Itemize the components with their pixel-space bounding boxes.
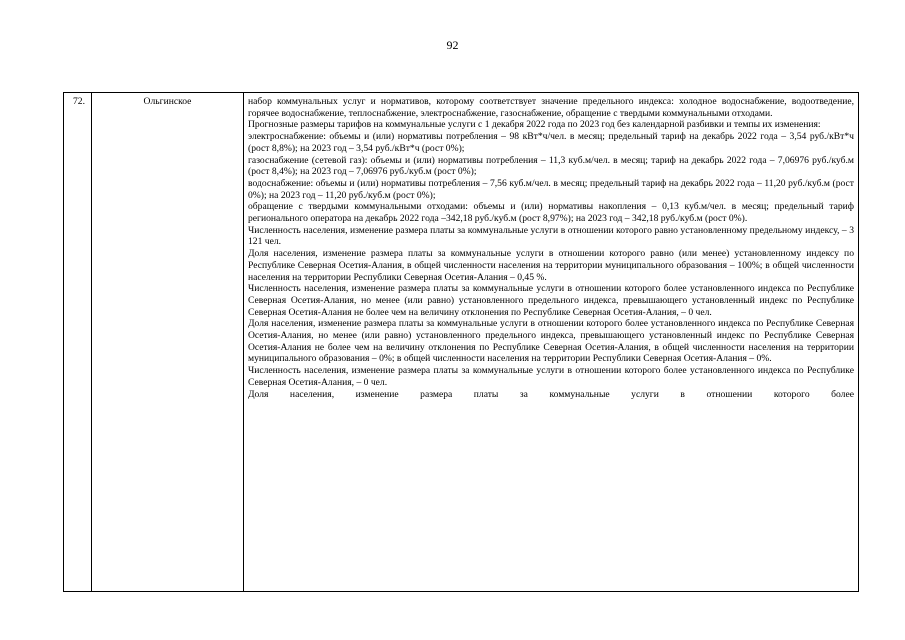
paragraph: водоснабжение: объемы и (или) нормативы потребления – 7,56 куб.м/чел. в месяц; предельный тариф на декабрь 2022 года – 11,20 руб./куб.м (рост 0%); на 2023 год – 11,20 руб./куб.м (рост 0%);	[248, 177, 854, 201]
page-number: 92	[446, 38, 459, 52]
municipality-name: Ольгинское	[92, 93, 244, 592]
paragraph: электроснабжение: объемы и (или) нормативы потребления – 98 кВт*ч/чел. в месяц; предельный тариф на декабрь 2022 года – 3,54 руб./кВт*ч (рост 8,8%); на 2023 год – 3,54 руб./кВт*ч (рост 0%);	[248, 131, 854, 154]
paragraph: газоснабжение (сетевой газ): объемы и (или) нормативы потребления – 11,3 куб.м/чел. в месяц; тариф на декабрь 2022 года – 7,06976 руб./куб.м (рост 8,4%); на 2023 год – 7,06976 руб./куб.м (рост 0%);	[248, 154, 854, 178]
document-table	[63, 92, 859, 592]
row-number: 72.	[64, 93, 92, 592]
table-row	[64, 93, 859, 592]
paragraph: Прогнозные размеры тарифов на коммунальные услуги с 1 декабря 2022 года по 2023 год без календарной разбивки и темпы их изменения:	[248, 119, 821, 131]
row-description	[244, 93, 859, 592]
paragraph: Численность населения, изменение размера платы за коммунальные услуги в отношении которого равно установленному предельному индексу, – 3 121 чел.	[248, 224, 854, 248]
paragraph: Доля населения, изменение размера платы за коммунальные услуги в отношении которого равно (или менее) установленному индексу по Республике Северная Осетия-Алания, в общей численности населения на территории муниципального образования – 100%; в общей численности населения на территории Республики Северная Осетия-Алания – 0,45 %.	[248, 248, 854, 283]
paragraph: набор коммунальных услуг и нормативов, которому соответствует значение предельного индекса: холодное водоснабжение, водоотведение, горячее водоснабжение, теплоснабжение, электроснабжение, газоснабжение, обращение с твердыми коммунальными отходами.	[248, 96, 854, 119]
paragraph: обращение с твердыми коммунальными отходами: объемы и (или) нормативы накопления – 0,13 куб.м/чел. в месяц; предельный тариф регионального оператора на декабрь 2022 года –342,18 руб./куб.м (рост 8,97%); на 2023 год – 342,18 руб./куб.м (рост 0%).	[248, 201, 854, 225]
paragraph: Доля населения, изменение размера платы за коммунальные услуги в отношении которого более	[248, 388, 854, 400]
paragraph: Доля населения, изменение размера платы за коммунальные услуги в отношении которого более установленного индекса по Республике Северная Осетия-Алания, но менее (или равно) установленного предельного индекса, превышающего установленный индекс по Республике Северная Осетия-Алания не более чем на величину отклонения по Республике Северная Осетия-Алания, в общей численности населения на территории муниципального образования – 0%; в общей численности населения на территории Республики Северная Осетия-Алания – 0%.	[248, 318, 854, 365]
paragraph: Численность населения, изменение размера платы за коммунальные услуги в отношении которого более установленного индекса по Республике Северная Осетия-Алания, но менее (или равно) установленного предельного индекса, превышающего установленный индекс по Республике Северная Осетия-Алания не более чем на величину отклонения по Республике Северная Осетия-Алания, – 0 чел.	[248, 283, 854, 318]
paragraph: Численность населения, изменение размера платы за коммунальные услуги в отношении которого более установленного индекса по Республике Северная Осетия-Алания, – 0 чел.	[248, 365, 854, 388]
